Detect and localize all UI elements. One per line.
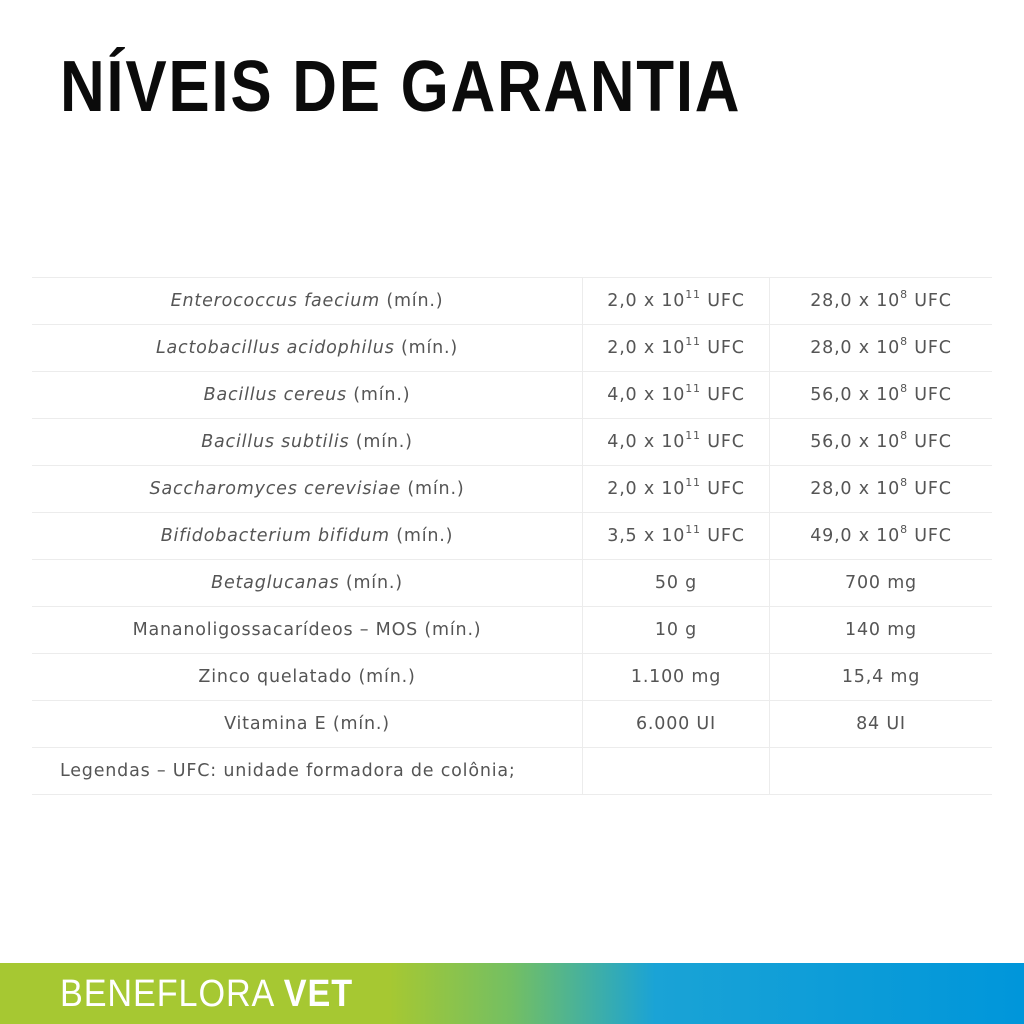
value-per-dose-cell (770, 466, 993, 513)
ingredient-cell (32, 372, 583, 419)
value-base: 28,0 x 10 (810, 338, 901, 358)
ingredient-name: Enterococcus faecium (170, 291, 380, 311)
ingredient-qualifier: (mín.) (349, 432, 413, 452)
ingredient-name: Saccharomyces cerevisiae (149, 479, 402, 499)
ingredient-cell: Mananoligossacarídeos – MOS (mín.) (32, 607, 583, 654)
table-row (32, 701, 992, 748)
ingredient-cell (32, 513, 583, 560)
value-per-dose-cell: 700 mg (770, 560, 993, 607)
table-row (32, 607, 992, 654)
ingredient-cell: Zinco quelatado (mín.) (32, 654, 583, 701)
empty-cell (583, 748, 770, 795)
ingredient-cell (32, 419, 583, 466)
legend-row (32, 748, 992, 795)
value-unit: UFC (700, 385, 745, 405)
value-unit: UFC (907, 338, 952, 358)
value-unit: UFC (907, 526, 952, 546)
value-exponent: 11 (685, 429, 701, 442)
guarantee-levels-table (32, 277, 992, 795)
value-unit: UFC (700, 479, 745, 499)
ingredient-cell (32, 278, 583, 325)
value-exponent: 11 (685, 523, 701, 536)
ingredient-cell (32, 466, 583, 513)
value-per-kg-cell: 1.100 mg (583, 654, 770, 701)
value-per-kg-cell: 6.000 UI (583, 701, 770, 748)
value-base: 28,0 x 10 (810, 291, 901, 311)
value-per-kg-cell (583, 419, 770, 466)
ingredient-cell: Vitamina E (mín.) (32, 701, 583, 748)
brand-logo (60, 973, 353, 1016)
value-unit: UFC (907, 479, 952, 499)
footer-banner (0, 963, 1024, 1024)
ingredient-name: Bifidobacterium bifidum (160, 526, 390, 546)
value-exponent: 11 (685, 476, 701, 489)
ingredient-cell (32, 325, 583, 372)
value-per-dose-cell: 15,4 mg (770, 654, 993, 701)
value-per-dose-cell (770, 419, 993, 466)
ingredient-qualifier: (mín.) (339, 573, 403, 593)
value-base: 56,0 x 10 (810, 385, 901, 405)
value-per-dose-cell (770, 325, 993, 372)
value-exponent: 8 (900, 523, 908, 536)
value-per-dose-cell (770, 513, 993, 560)
value-per-dose-cell: 84 UI (770, 701, 993, 748)
table-row (32, 466, 992, 513)
brand-suffix: VET (283, 973, 353, 1015)
value-exponent: 8 (900, 382, 908, 395)
value-exponent: 11 (685, 288, 701, 301)
value-exponent: 8 (900, 429, 908, 442)
value-per-dose-cell: 140 mg (770, 607, 993, 654)
table-row (32, 325, 992, 372)
ingredient-name: Bacillus subtilis (201, 432, 350, 452)
value-exponent: 8 (900, 288, 908, 301)
value-per-kg-cell (583, 513, 770, 560)
ingredient-qualifier: (mín.) (389, 526, 454, 546)
value-unit: UFC (700, 526, 745, 546)
value-exponent: 8 (900, 476, 908, 489)
ingredient-name: Lactobacillus acidophilus (155, 338, 395, 358)
value-per-kg-cell (583, 278, 770, 325)
brand-name: BENEFLORA (60, 973, 284, 1015)
value-unit: UFC (907, 291, 952, 311)
value-per-kg-cell (583, 372, 770, 419)
value-unit: UFC (907, 432, 952, 452)
value-unit: UFC (700, 432, 745, 452)
value-per-kg-cell: 50 g (583, 560, 770, 607)
value-per-dose-cell (770, 372, 993, 419)
table-row (32, 278, 992, 325)
value-base: 2,0 x 10 (607, 338, 686, 358)
ingredient-qualifier: (mín.) (394, 338, 459, 358)
value-base: 49,0 x 10 (810, 526, 901, 546)
ingredient-qualifier: (mín.) (346, 385, 411, 405)
value-per-kg-cell (583, 466, 770, 513)
value-base: 2,0 x 10 (607, 291, 686, 311)
ingredient-cell (32, 560, 583, 607)
table-row (32, 654, 992, 701)
table-row (32, 560, 992, 607)
table-row (32, 513, 992, 560)
page-title: NÍVEIS DE GARANTIA (60, 47, 742, 127)
value-base: 4,0 x 10 (607, 385, 686, 405)
value-exponent: 11 (685, 335, 701, 348)
value-per-kg-cell (583, 325, 770, 372)
value-unit: UFC (907, 385, 952, 405)
legend-text: Legendas – UFC: unidade formadora de colônia; (32, 748, 583, 795)
value-base: 3,5 x 10 (607, 526, 686, 546)
value-base: 4,0 x 10 (607, 432, 686, 452)
table-row (32, 419, 992, 466)
value-exponent: 8 (900, 335, 908, 348)
ingredient-name: Bacillus cereus (203, 385, 347, 405)
ingredient-qualifier: (mín.) (379, 291, 444, 311)
ingredient-name: Betaglucanas (211, 573, 340, 593)
value-base: 2,0 x 10 (607, 479, 686, 499)
table-row (32, 372, 992, 419)
value-per-dose-cell (770, 278, 993, 325)
value-unit: UFC (700, 338, 745, 358)
value-per-kg-cell: 10 g (583, 607, 770, 654)
value-base: 56,0 x 10 (810, 432, 901, 452)
value-base: 28,0 x 10 (810, 479, 901, 499)
value-exponent: 11 (685, 382, 701, 395)
ingredient-qualifier: (mín.) (401, 479, 465, 499)
empty-cell (770, 748, 993, 795)
value-unit: UFC (700, 291, 745, 311)
